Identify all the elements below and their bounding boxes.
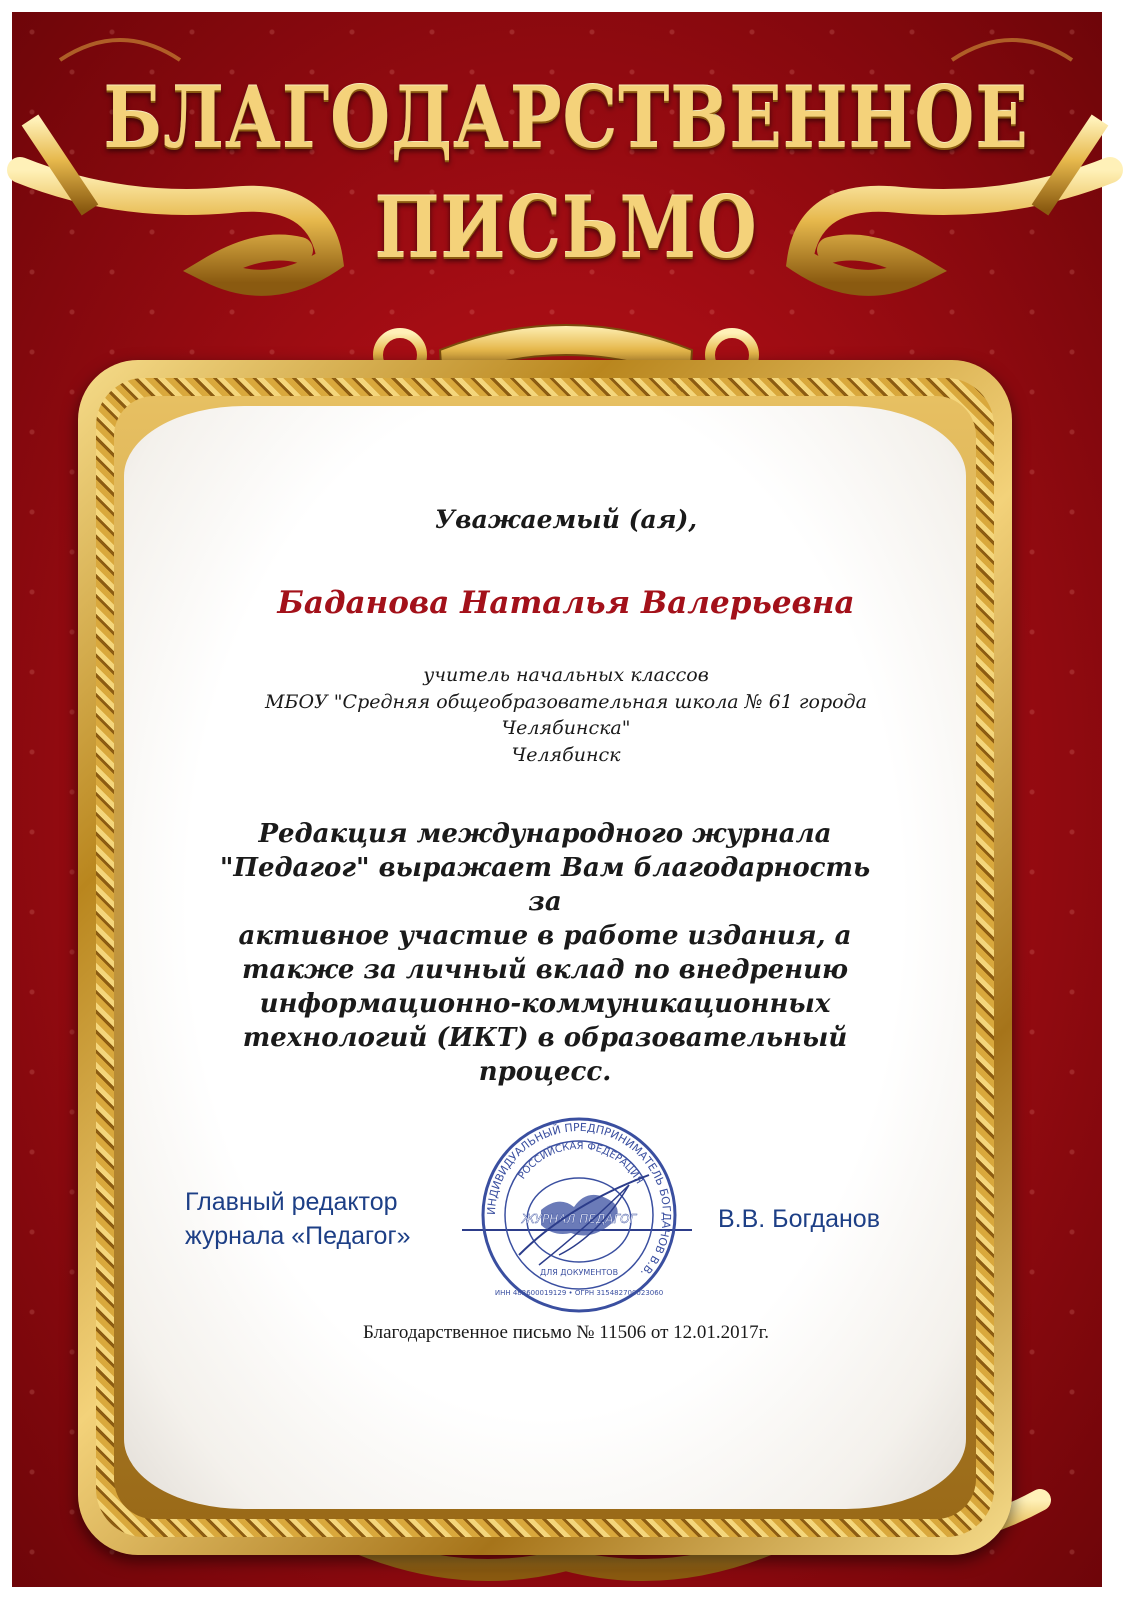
official-seal-icon xyxy=(479,1115,679,1315)
gratitude-line: технологий (ИКТ) в образовательный xyxy=(242,1023,848,1054)
recipient-info xyxy=(0,662,1132,768)
signatory-name: В.В. Богданов xyxy=(718,1205,880,1233)
seal-docs-text: ДЛЯ ДОКУМЕНТОВ xyxy=(539,1268,619,1277)
recipient-school-line2: Челябинска" xyxy=(501,717,631,740)
gratitude-line: также за личный вклад по внедрению xyxy=(241,955,849,986)
seal-inner-text: РОССИЙСКАЯ ФЕДЕРАЦИЯ xyxy=(516,1140,645,1186)
title-line-1: БЛАГОДАРСТВЕННОЕ xyxy=(103,68,1029,167)
document-number: Благодарственное письмо № 11506 от 12.01.2017г. xyxy=(362,1322,770,1343)
gratitude-line: Редакция международного журнала xyxy=(258,819,832,849)
signatory-title xyxy=(185,1186,411,1254)
seal-center-text: ЖУРНАЛ ПЕДАГОГ xyxy=(521,1212,637,1226)
greeting: Уважаемый (ая), xyxy=(434,505,698,534)
gratitude-line: процесс. xyxy=(478,1057,612,1088)
recipient-city: Челябинск xyxy=(511,743,621,766)
signatory-title-line1: Главный редактор xyxy=(185,1188,398,1216)
seal-outer-text: ИНДИВИДУАЛЬНЫЙ ПРЕДПРИНИМАТЕЛЬ БОГДАНОВ В.В. xyxy=(484,1120,674,1280)
recipient-name: Баданова Наталья Валерьевна xyxy=(277,585,855,621)
recipient-position: учитель начальных классов xyxy=(423,664,709,686)
title-line-2: ПИСЬМО xyxy=(374,178,758,277)
gratitude-line: информационно-коммуникационных xyxy=(259,989,831,1020)
signatory-title-line2: журнала «Педагог» xyxy=(185,1221,411,1250)
gratitude-line: активное участие в работе издания, а xyxy=(238,921,852,952)
seal-bottom-text: ИНН 482600019129 • ОГРН 315482700023060 xyxy=(494,1289,664,1297)
recipient-school-line1: МБОУ "Средняя общеобразовательная школа № 61 города xyxy=(265,690,867,713)
gratitude-text xyxy=(200,817,890,1089)
gratitude-line: "Педагог" выражает Вам благодарность за xyxy=(219,853,871,918)
